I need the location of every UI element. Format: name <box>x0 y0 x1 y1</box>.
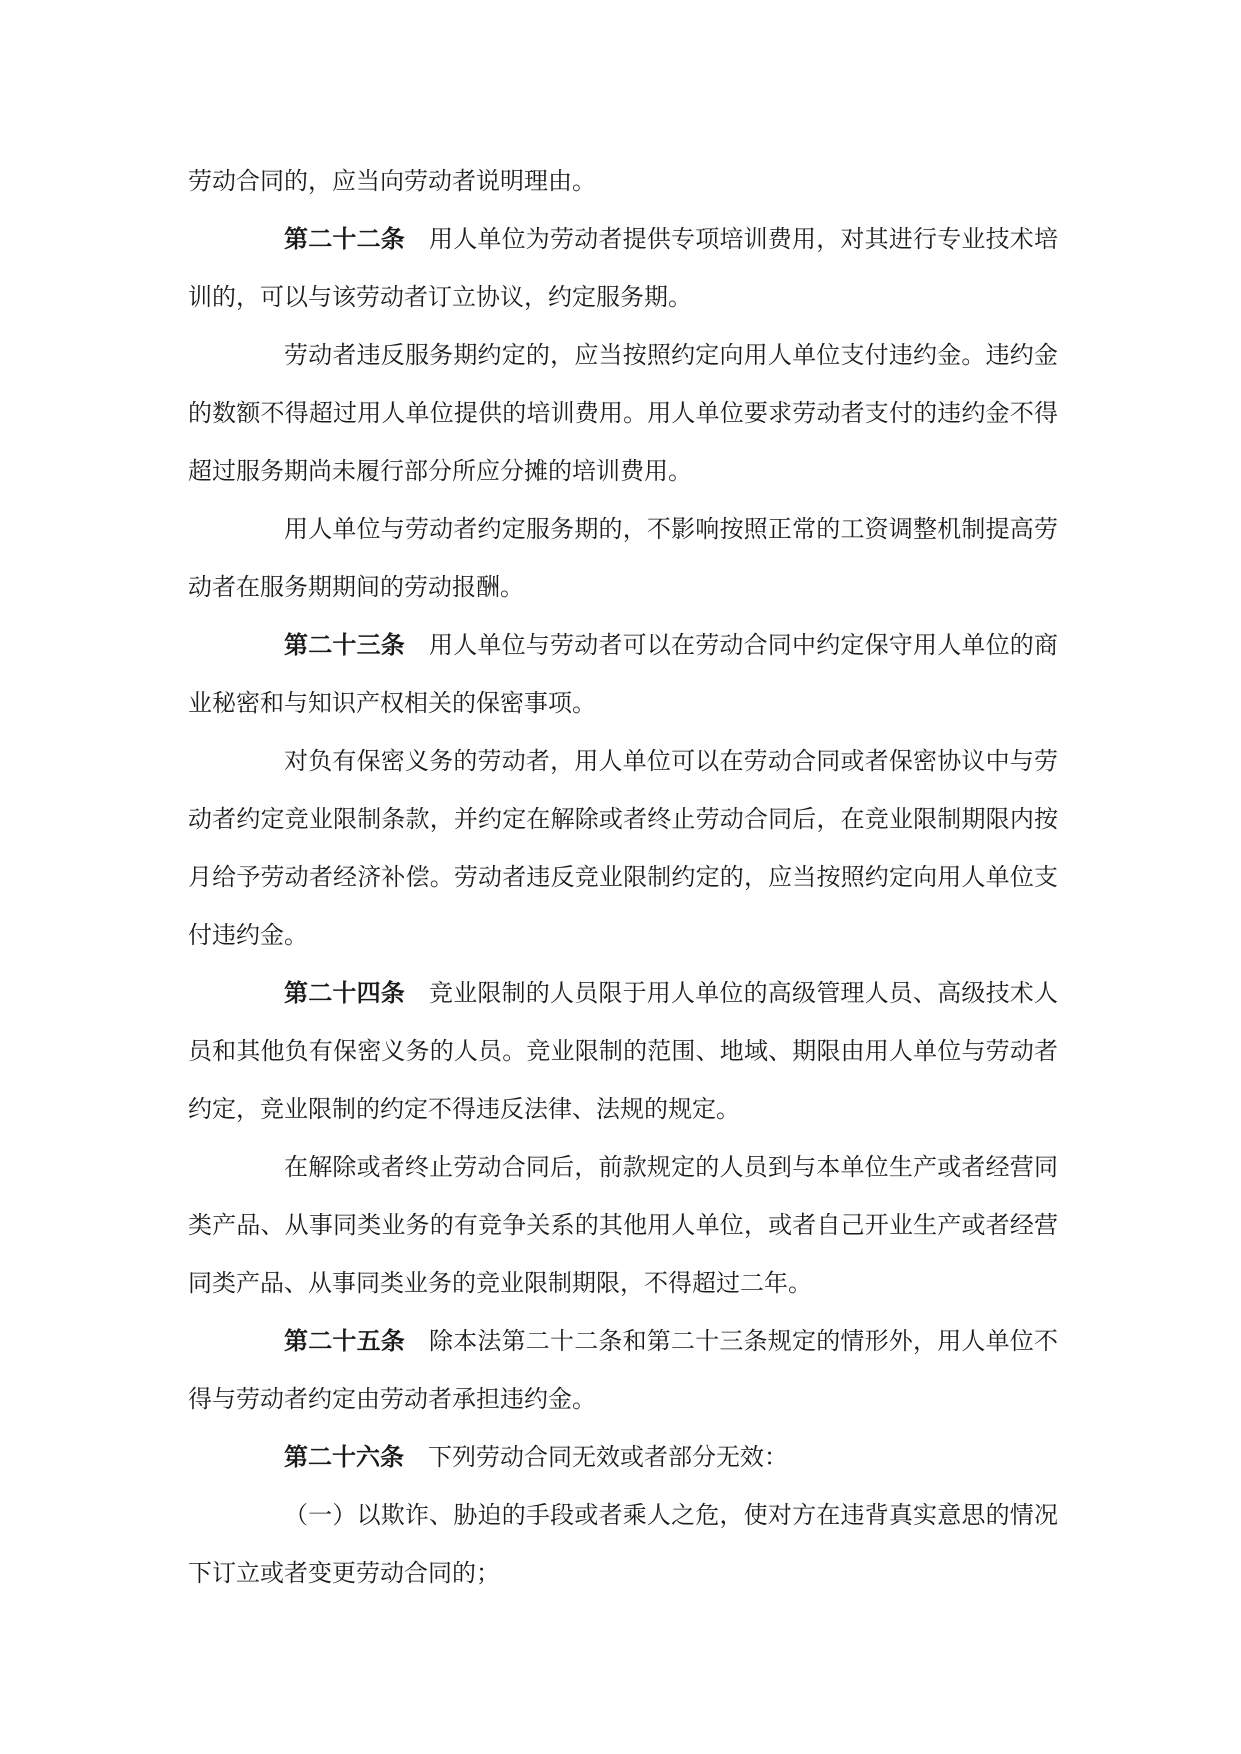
paragraph-text: 对负有保密义务的劳动者，用人单位可以在劳动合同或者保密协议中与劳动者约定竞业限制条款，并约定在解除或者终止劳动合同后，在竞业限制期限内按月给予劳动者经济补偿。劳动者违反竞业限制约定的，应当按照约定向用人单位支付违约金。 <box>188 747 1058 949</box>
paragraph-text: 竞业限制的人员限于用人单位的高级管理人员、高级技术人员和其他负有保密义务的人员。竞业限制的范围、地域、期限由用人单位与劳动者约定，竞业限制的约定不得违反法律、法规的规定。 <box>188 979 1058 1123</box>
paragraph-text: 用人单位为劳动者提供专项培训费用，对其进行专业技术培训的，可以与该劳动者订立协议，约定服务期。 <box>188 225 1058 311</box>
paragraph-text: 除本法第二十二条和第二十三条规定的情形外，用人单位不得与劳动者约定由劳动者承担违约金。 <box>188 1327 1058 1413</box>
article-23 <box>188 616 1058 732</box>
list-item <box>188 1486 1058 1602</box>
paragraph-text: （一）以欺诈、胁迫的手段或者乘人之危，使对方在违背真实意思的情况下订立或者变更劳动合同的； <box>188 1501 1058 1587</box>
article-heading: 第二十四条 <box>284 979 405 1007</box>
paragraph <box>188 1138 1058 1312</box>
paragraph <box>188 500 1058 616</box>
paragraph-text: 在解除或者终止劳动合同后，前款规定的人员到与本单位生产或者经营同类产品、从事同类业务的有竞争关系的其他用人单位，或者自己开业生产或者经营同类产品、从事同类业务的竞业限制期限，不得超过二年。 <box>188 1153 1058 1297</box>
paragraph-text: 劳动合同的，应当向劳动者说明理由。 <box>188 167 596 195</box>
article-22 <box>188 210 1058 326</box>
document-body <box>188 152 1058 1602</box>
paragraph <box>188 152 1058 210</box>
article-heading: 第二十三条 <box>284 631 405 659</box>
article-26 <box>188 1428 1058 1486</box>
paragraph <box>188 732 1058 964</box>
article-25 <box>188 1312 1058 1428</box>
paragraph-text: 劳动者违反服务期约定的，应当按照约定向用人单位支付违约金。违约金的数额不得超过用人单位提供的培训费用。用人单位要求劳动者支付的违约金不得超过服务期尚未履行部分所应分摊的培训费用。 <box>188 341 1058 485</box>
article-heading: 第二十二条 <box>284 225 405 253</box>
paragraph-text: 用人单位与劳动者约定服务期的，不影响按照正常的工资调整机制提高劳动者在服务期期间的劳动报酬。 <box>188 515 1058 601</box>
article-heading: 第二十五条 <box>284 1327 405 1355</box>
article-24 <box>188 964 1058 1138</box>
paragraph <box>188 326 1058 500</box>
paragraph-text: 用人单位与劳动者可以在劳动合同中约定保守用人单位的商业秘密和与知识产权相关的保密事项。 <box>188 631 1058 717</box>
article-heading: 第二十六条 <box>284 1443 404 1471</box>
paragraph-text: 下列劳动合同无效或者部分无效： <box>428 1443 788 1471</box>
